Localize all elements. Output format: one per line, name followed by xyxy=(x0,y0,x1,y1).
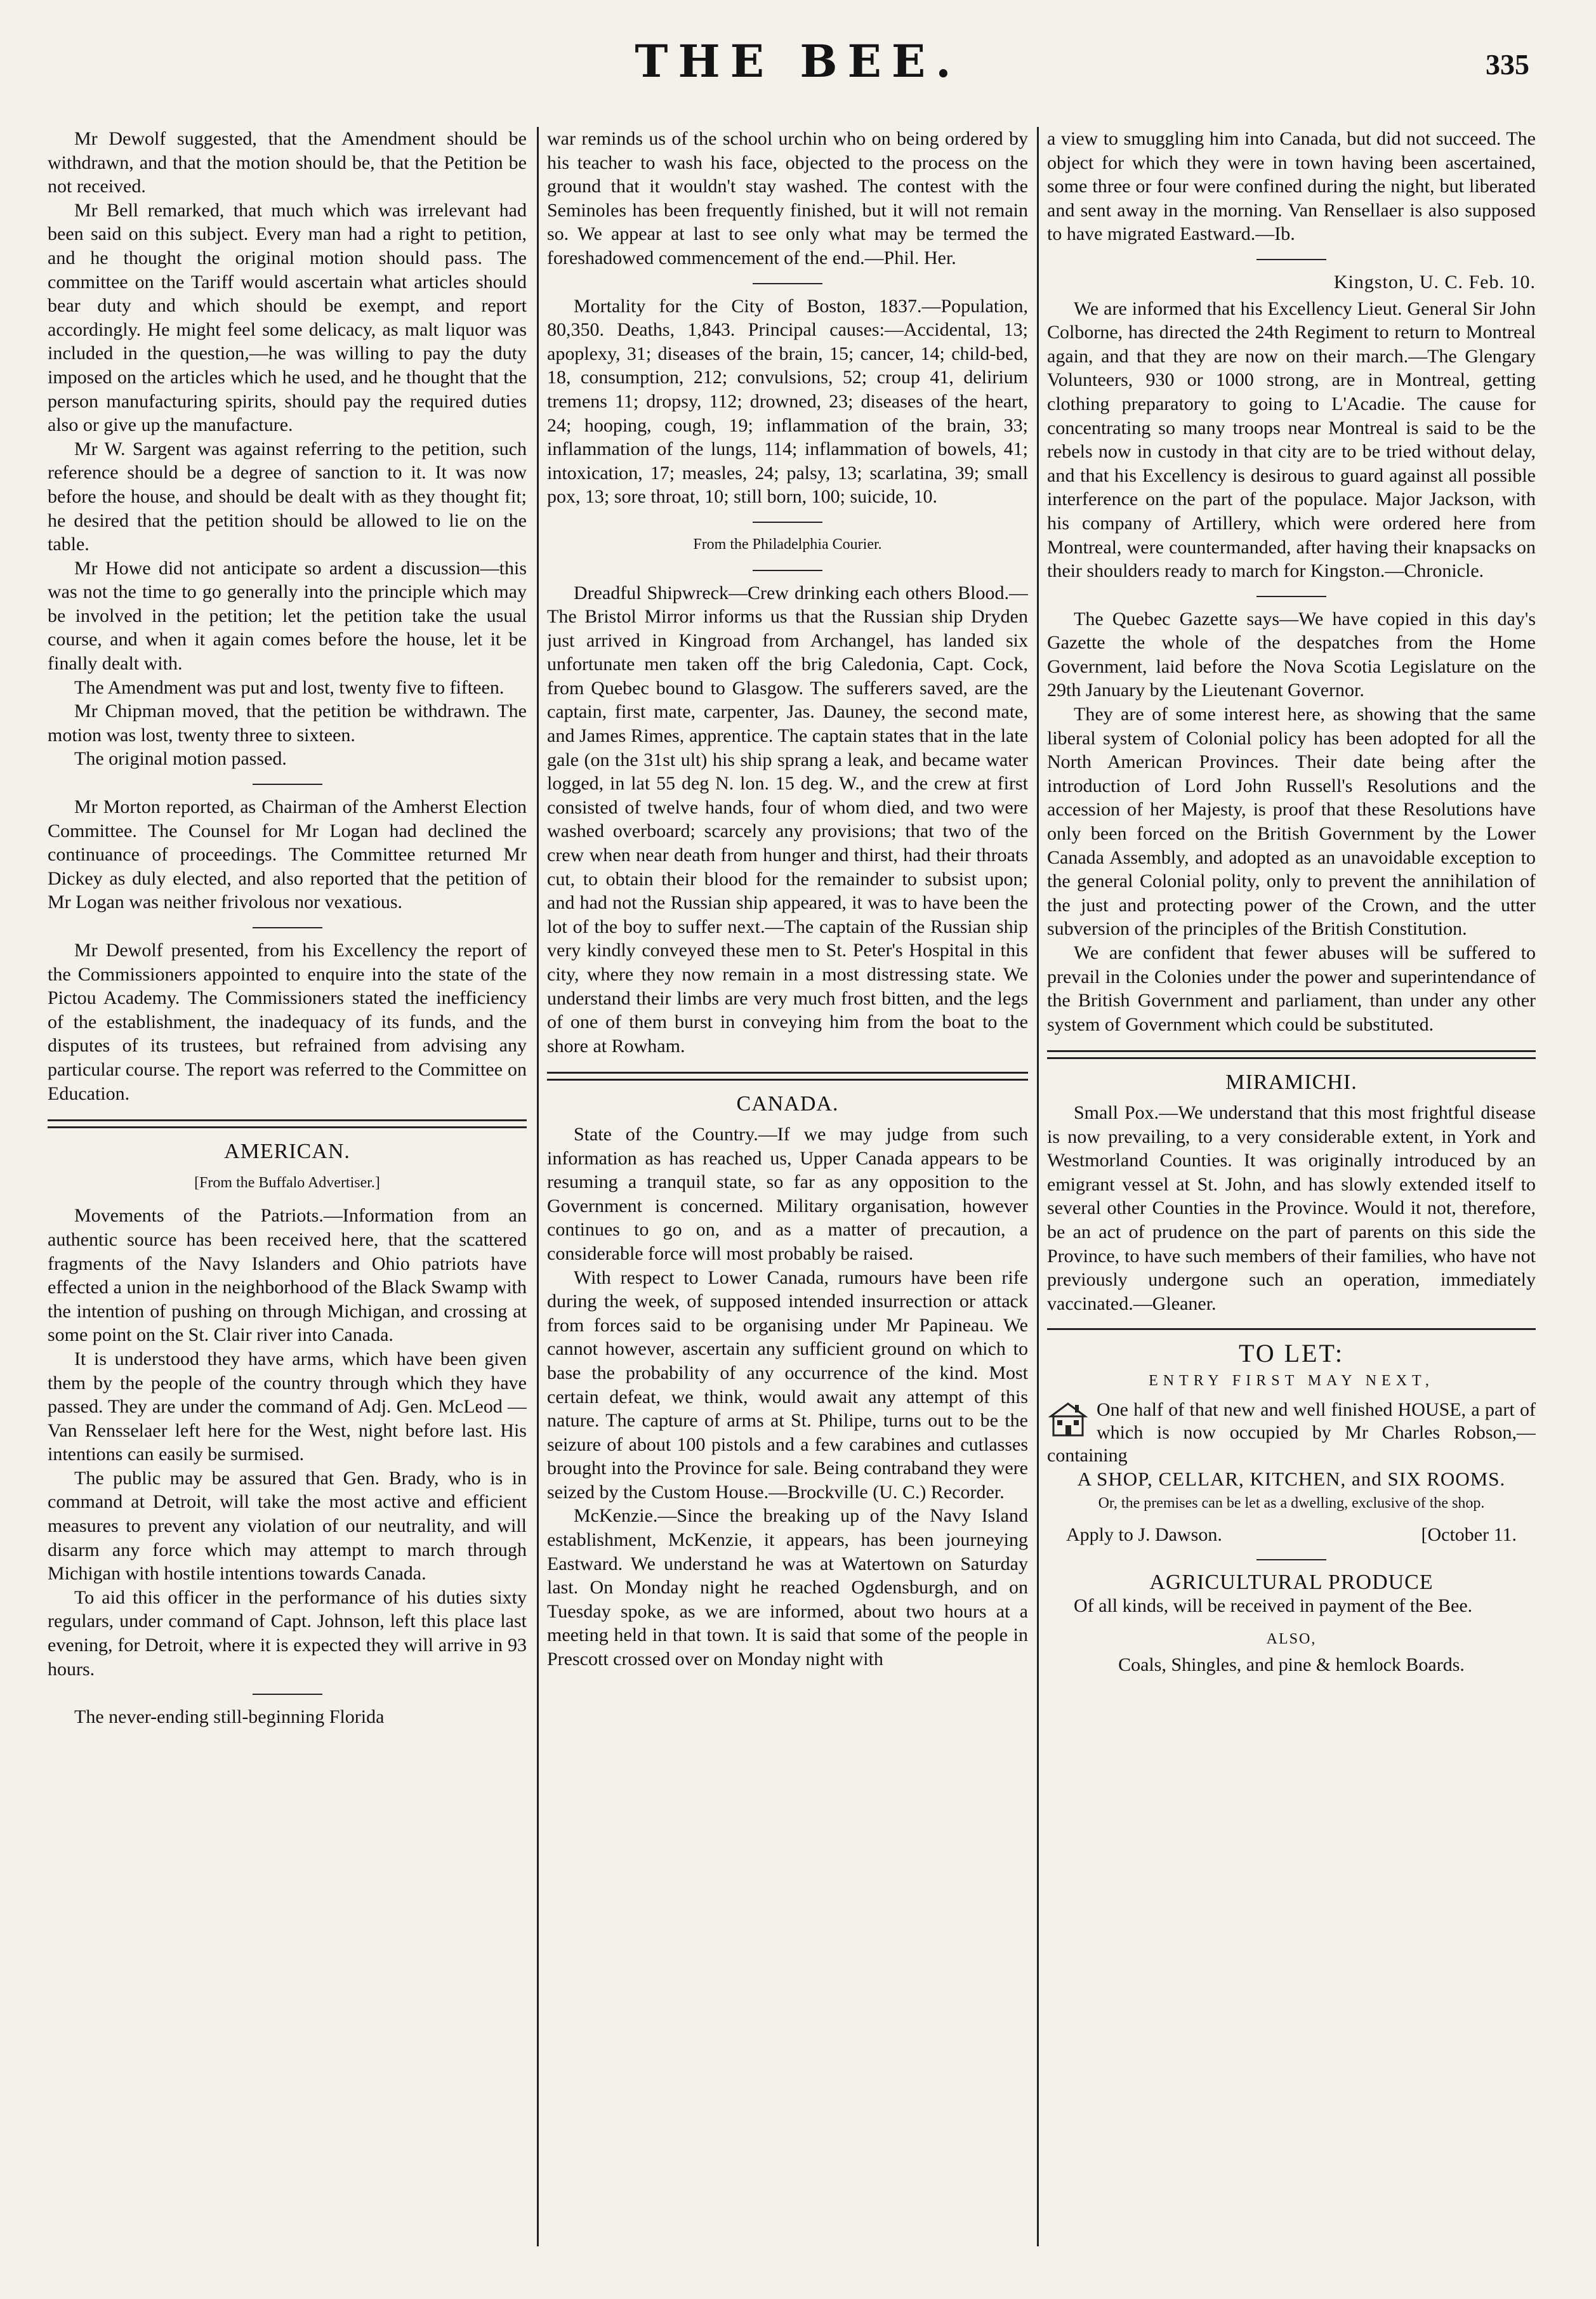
column-right xyxy=(1047,127,1536,2250)
article-paragraph: We are informed that his Excellency Lieut. General Sir John Colborne, has directed the 24th Regiment to return to Montreal again, and that they are now on their march.—The Glengary Volunteers, 930 or 1000 strong, are in Montreal, getting clothing preparatory to going to L'Acadie. The cause for concentrating so many troops near Montreal is said to be the rebels now in custody in that city are to be tried without delay, and that his Excellency is desirous to guard against all possible interference on the part of the populace. Major Jackson, with his company of Artillery, which were ordered here from Montreal, were countermanded, after having their knapsacks on their shoulders ready to march for Kingston.—Chronicle. xyxy=(1047,298,1536,582)
article-paragraph: The never-ending still-beginning Florida xyxy=(74,1706,385,1728)
ad-body-text: One half of that new and well finished HOUSE, a part of which is now occupied by Mr Charles Robson,—containing xyxy=(1047,1399,1536,1466)
source-line: [From the Buffalo Advertiser.] xyxy=(194,1174,380,1191)
article-paragraph: Small Pox.—We understand that this most frightful disease is now prevailing, to a very considerable extent, in York and Westmorland Counties. It was originally introduced by an emigrant vessel at St. John, and has slowly extended itself to several other Counties in the Province. Would it not, therefore, be an act of prudence on the part of parents on this side the Province, to have such members of their families, who have not previously undergone such an operation, immediately vaccinated.—Gleaner. xyxy=(1047,1102,1536,1314)
ad-apply-line xyxy=(1047,1523,1536,1547)
section-double-rule xyxy=(48,1119,527,1128)
section-heading-american: AMERICAN. xyxy=(224,1140,350,1164)
page-number: 335 xyxy=(1486,48,1529,81)
ad-date: [October 11. xyxy=(1421,1524,1517,1545)
section-divider xyxy=(253,784,322,785)
article-paragraph: Dreadful Shipwreck—Crew drinking each others Blood.—The Bristol Mirror informs us that the Russian ship Dryden just arrived in Kingroad from Archangel, has landed six unfortunate men taken off the brig Caledonia, Capt. Cock, from Quebec bound to Glasgow. The sufferers saved, are the captain, first mate, carpenter, Jas. Dauney, the second mate, and James Rimes, apprentice. The captain states that in the late gale (on the 31st ult) his ship sprang a leak, and became water logged, in lat 55 deg N. lon. 15 deg. W., and the crew at first consisted of twelve hands, four of whom died, and two were washed overboard; scarcely any provisions; that two of the crew when near death from hunger and thirst, had their throats cut, to obtain their blood for the remainder to subsist upon; and had not the Russian ship appeared, it was to have been the lot of the boy to suffer next.—The captain of the Russian ship very kindly conveyed these men to St. Peter's Hospital in this city, where they now remain in a most distressing state. We understand their limbs are very much frost bitten, and the legs of one of them burst in conveying him from the boat to the shore at Rowham. xyxy=(547,582,1028,1057)
column-divider xyxy=(537,127,539,2246)
section-divider xyxy=(1256,596,1326,597)
article-paragraph: Mr Dewolf suggested, that the Amendment should be withdrawn, and that the motion should be, that the Petition be not received. xyxy=(48,128,527,197)
article-paragraph: The public may be assured that Gen. Brady, who is in command at Detroit, will take the most active and efficient measures to prevent any violation of our neutrality, and will disarm any force which may attempt to march through Michigan with hostile intentions towards Canada. xyxy=(48,1467,527,1584)
advertisement-rule xyxy=(1047,1328,1536,1330)
article-paragraph: The original motion passed. xyxy=(74,748,287,770)
column-left xyxy=(48,127,527,2250)
article-paragraph: Mr W. Sargent was against referring to the petition, such reference should be a degree of sanction to it. It was now before the house, and should be dealt with as they thought fit; he desired that the petition should be allowed to lie on the table. xyxy=(48,438,527,555)
article-paragraph: Mr Chipman moved, that the petition be withdrawn. The motion was lost, twenty three to sixteen. xyxy=(48,701,527,746)
article-paragraph: a view to smuggling him into Canada, but did not succeed. The object for which they were in town having been ascertained, some three or four were confined during the night, but liberated and sent away in the morning. Van Rensellaer is also supposed to have migrated Eastward.—Ib. xyxy=(1047,128,1536,245)
section-double-rule xyxy=(547,1072,1028,1081)
ad-note: Or, the premises can be let as a dwelling, exclusive of the shop. xyxy=(1098,1494,1485,1512)
section-heading-canada: CANADA. xyxy=(736,1092,839,1116)
column-middle xyxy=(547,127,1028,2250)
article-paragraph: It is understood they have arms, which have been given them by the people of the country through which they have passed. They are under the command of Adj. Gen. McLeod — Van Rensselaer left here for the West, night before last. His intentions can easily be surmised. xyxy=(48,1348,527,1465)
to-let-advertisement xyxy=(1047,1341,1536,1546)
article-paragraph: They are of some interest here, as showing that the same liberal system of Colonial policy has been adopted for all the North American Provinces. Their date being after the introduction of Lord John Russell's Resolutions and the accession of her Majesty, is proof that these Resolutions have only been forced on the British Government by the Lower Canada Assembly, and adopted as an unavoidable exception to the general Colonial polity, only to prevent the annihilation of the just and protecting power of the Crown, and the utter subversion of the principles of the British Constitution. xyxy=(1047,704,1536,940)
article-paragraph: With respect to Lower Canada, rumours have been rife during the week, of supposed intended insurrection or attack from forces said to be organising under Mr Papineau. We cannot however, ascertain any sufficient ground on which to base the probability of any occurrence of the kind. Most certain defeat, we think, would await any attempt of this nature. The capture of arms at St. Philipe, turns out to be the seizure of about 100 pistols and a few carabines and cutlasses brought into the Province for sale. Being contraband they were seized by the Custom House.—Brockville (U. C.) Recorder. xyxy=(547,1267,1028,1503)
article-paragraph: To aid this officer in the performance of his duties sixty regulars, under command of Capt. Johnson, left this place last evening, for Detroit, where it is expected they will arrive in 93 hours. xyxy=(48,1586,527,1680)
section-divider xyxy=(753,522,822,523)
ad-rooms: A SHOP, CELLAR, KITCHEN, and SIX ROOMS. xyxy=(1077,1467,1506,1490)
column-divider xyxy=(1037,127,1039,2246)
source-line: From the Philadelphia Courier. xyxy=(693,536,882,553)
ad-heading: AGRICULTURAL PRODUCE xyxy=(1149,1571,1434,1595)
ad-subheading: ENTRY FIRST MAY NEXT, xyxy=(1149,1372,1434,1389)
article-paragraph: Mr Bell remarked, that much which was irrelevant had been said on this subject. Every man had a right to petition, and he thought the original motion should pass. The committee on the Tariff would ascertain what articles should bear duty and which should be exempt, and report accordingly. He might feel some delicacy, as malt liquor was included in the question,—he was willing to pay the duty imposed on the articles which he used, and he thought that the person manufacturing spirits, should pay the required duties also or give up the manufacture. xyxy=(48,199,527,436)
article-paragraph: State of the Country.—If we may judge from such information as has reached us, Upper Canada appears to be resuming a tranquil state, so far as any opposition to the Government is concerned. Military organisation, however continues to go on, and as a matter of precaution, a considerable force will most probably be raised. xyxy=(547,1123,1028,1264)
section-double-rule xyxy=(1047,1050,1536,1059)
section-divider xyxy=(753,283,822,284)
article-paragraph: war reminds us of the school urchin who on being ordered by his teacher to wash his face, objected to the process on the ground that it wouldn't stay washed. The contest with the Seminoles has been frequently finished, but it will not remain so. We appear at last to see only what may be termed the foreshadowed commencement of the end.—Phil. Her. xyxy=(547,128,1028,268)
dateline: Kingston, U. C. Feb. 10. xyxy=(1333,271,1536,293)
article-paragraph: We are confident that fewer abuses will be suffered to prevail in the Colonies under the power and superintendance of the British Government and parliament, than under any other system of Government which could be substituted. xyxy=(1047,942,1536,1035)
ad-body-wrap xyxy=(1047,1399,1536,1467)
article-paragraph: The Amendment was put and lost, twenty five to fifteen. xyxy=(74,676,505,698)
article-paragraph: McKenzie.—Since the breaking up of the Navy Island establishment, McKenzie, it appears, has been journeying Eastward. We understand he was at Watertown on Saturday last. On Monday night he reached Ogdensburgh, and on Tuesday spoke, as we are informed, about two hours at a meeting held in that town. It is said that some of the people in Prescott crossed over on Monday night with xyxy=(547,1505,1028,1670)
section-heading-miramichi: MIRAMICHI. xyxy=(1225,1070,1357,1095)
section-divider xyxy=(253,927,322,928)
article-paragraph: Mr Howe did not anticipate so ardent a discussion—this was not the time to go generally into the principle which may be involved in the petition; let the petition take the usual course, and when it again comes before the house, let it be finally dealt with. xyxy=(48,557,527,675)
ad-items: Coals, Shingles, and pine & hemlock Boards. xyxy=(1118,1654,1465,1676)
section-divider xyxy=(253,1694,322,1695)
house-icon xyxy=(1047,1401,1089,1438)
ad-body-text: Of all kinds, will be received in payment of the Bee. xyxy=(1074,1595,1473,1616)
section-divider xyxy=(753,570,822,571)
article-paragraph: Mortality for the City of Boston, 1837.—Population, 80,350. Deaths, 1,843. Principal causes:—Accidental, 13; apoplexy, 31; diseases of the brain, 15; cancer, 14; child-bed, 18, consumption, 212; convulsions, 52; croup 41, delirium tremens 11; dropsy, 112; drowned, 23; diseases of the heart, 24; hooping, cough, 19; inflammation of the brain, 33; inflammation of the lungs, 114; inflammation of bowels, 41; intoxication, 17; measles, 24; palsy, 13; scarlatina, 39; small pox, 13; sore throat, 10; still born, 100; suicide, 10. xyxy=(547,295,1028,508)
article-paragraph: Mr Morton reported, as Chairman of the Amherst Election Committee. The Counsel for Mr Logan had declined the continuance of proceedings. The Committee returned Mr Dickey as duly elected, and also reported that the petition of Mr Logan was neither frivolous nor vexatious. xyxy=(48,796,527,913)
section-divider xyxy=(1256,1559,1326,1560)
masthead xyxy=(0,0,1596,111)
article-paragraph: The Quebec Gazette says—We have copied in this day's Gazette the whole of the despatches from the Home Government, laid before the Nova Scotia Legislature on the 29th January by the Lieutenant Governor. xyxy=(1047,608,1536,701)
ad-also: ALSO, xyxy=(1266,1630,1317,1647)
ad-heading: TO LET: xyxy=(1238,1339,1345,1368)
article-paragraph: Movements of the Patriots.—Information from an authentic source has been received here, that the scattered fragments of the Navy Islanders and Ohio patriots have effected a union in the neighborhood of the Black Swamp with the intention of pushing on through Michigan, and crossing at some point on the St. Clair river into Canada. xyxy=(48,1205,527,1346)
article-paragraph: Mr Dewolf presented, from his Excellency the report of the Commissioners appointed to enquire into the state of the Pictou Academy. The Commissioners stated the inefficiency of the establishment, the inadequacy of its funds, and the disputes of its trustees, but refrained from advising any particular course. The report was referred to the Committee on Education. xyxy=(48,940,527,1104)
section-divider xyxy=(1256,259,1326,260)
agricultural-advertisement xyxy=(1047,1571,1536,1676)
ad-contact: Apply to J. Dawson. xyxy=(1066,1524,1222,1545)
newspaper-title: THE BEE. xyxy=(635,35,961,88)
